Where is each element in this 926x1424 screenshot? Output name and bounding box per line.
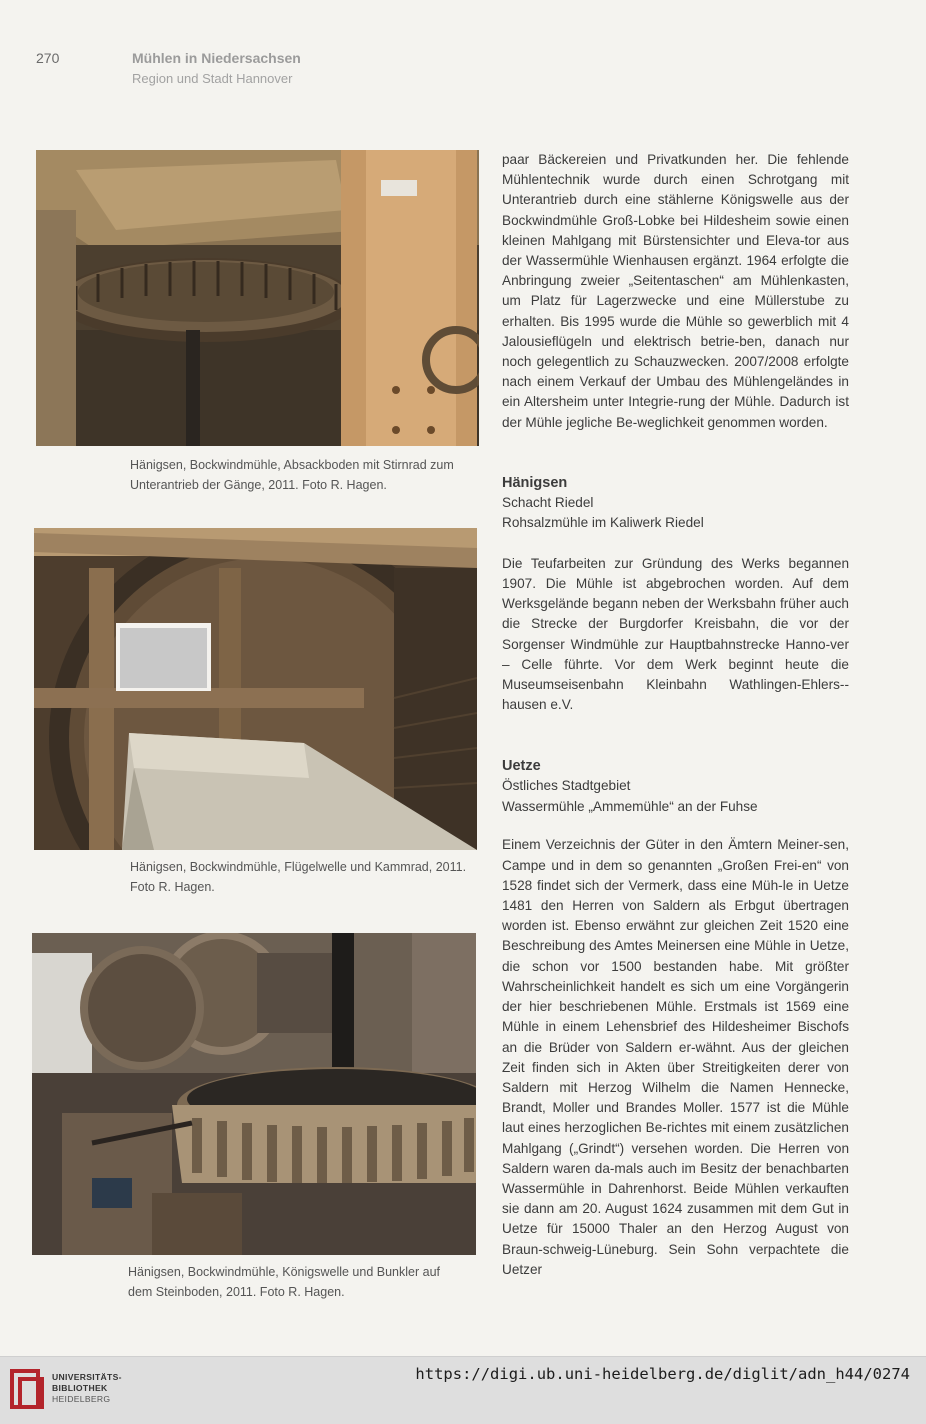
photo-stirnrad xyxy=(36,150,479,446)
photo-koenigswelle xyxy=(32,933,476,1255)
caption-figure-2: Hänigsen, Bockwindmühle, Flügelwelle und Kammrad, 2011. Foto R. Hagen. xyxy=(130,860,467,894)
section-heading-uetze: Uetze xyxy=(502,758,541,775)
viewer-footer xyxy=(0,1356,926,1424)
intro-paragraph: paar Bäckereien und Privatkunden her. Die fehlende Mühlentechnik wurde durch einen Schrotgang mit Unterantrieb durch eine stählerne Königswelle aus der Bockwindmühle Groß-Lobke bei Hildesheim sowie einen kleinen Mahlgang mit Bürstensichter und Eleva-tor aus der Wassermühle Wienhausen ergänzt. 1964 erfolgte die Anbringung zweier „Seitentaschen“ am Mühlenkasten, um Platz für Lagerzwecke und eine Müllerstube zu erhalten. Bis 1995 wurde die Mühle so gewerblich mit 4 Jalousieflügeln und elektrisch betrie-ben, danach nur noch gelegentlich zu Schauzwecken. 2007/2008 erfolgte nach einem Verkauf der Umbau des Mühlengeländes in ein Altersheim unter Integrie-rung der Mühle. Dadurch ist der Mühle jegliche Be-weglichkeit genommen worden. xyxy=(502,152,849,430)
section-mill-uetze: Wassermühle „Ammemühle“ an der Fuhse xyxy=(502,798,758,814)
section-text-haenigsen: Die Teufarbeiten zur Gründung des Werks begannen 1907. Die Mühle ist abgebrochen worden. Auf dem Werksgelände begann neben der Werksbahn früher auch die Strecke der Burgdorfer Kreisbahn, die vor der Sorgenser Windmühle zur Hauptbahnstrecke Hanno-ver – Celle führte. Vor dem Werk beginnt heute die Museumseisenbahn Kleinbahn Wathlingen-Ehlers-hausen e.V. xyxy=(502,555,849,713)
text-column xyxy=(502,150,849,1280)
section-text-uetze: Einem Verzeichnis der Güter in den Ämtern Meiner-sen, Campe und in dem so genannten „Großen Frei-en“ von 1528 findet sich der Vermerk, dass eine Müh-le in Uetze 1481 den Herren von Saldern als Erbgut übertragen worden ist. Ebenso erwähnt zur gleichen Zeit 1520 eine Beschreibung des Amtes Meinersen eine Mühle in Uetze, die schon vor 1500 bestanden habe. Mit größter Wahrscheinlichkeit handelt es sich um eine Vorgängerin der hier beschriebenen Mühle. Erstmals ist 1569 eine Mühle in einem Lehensbrief des Hildesheimer Bischofs an die Brüder von Saldern er-wähnt. Aus der gleichen Zeit finden sich in Akten über Streitigkeiten derer von Saldern mit Herzog Wilhelm die Namen Hennecke, Brandt, Moller und Brandes Moller. 1577 ist die Mühle laut eines herzoglichen Be-richtes mit einem zusätzlichen Mahlgang („Grindt“) versehen worden. Die Herren von Saldern waren da-mals auch im Besitz der benachbarten Wassermühle in Dahrenhorst. Beide Mühlen verkauften sie dann am 20. August 1624 zusammen mit dem Gut in Uetze für 15000 Thaler an den Herzog August von Braun-schweig-Lüneburg. Sein Sohn verpachtete die Uetzer xyxy=(502,837,849,1277)
section-location-haenigsen: Schacht Riedel xyxy=(502,494,594,510)
running-title: Mühlen in Niedersachsen xyxy=(132,50,301,66)
permalink-url[interactable]: https://digi.ub.uni-heidelberg.de/diglit/adn_h44/0274 xyxy=(415,1365,910,1383)
caption-figure-1: Hänigsen, Bockwindmühle, Absackboden mit Stirnrad zum Unterantrieb der Gänge, 2011. Foto R. Hagen. xyxy=(130,458,454,492)
library-logo-icon xyxy=(10,1367,46,1411)
section-heading-haenigsen: Hänigsen xyxy=(502,474,568,491)
caption-figure-3: Hänigsen, Bockwindmühle, Königswelle und Bunkler auf dem Steinboden, 2011. Foto R. Hagen. xyxy=(128,1265,440,1299)
photo-fluegelwelle xyxy=(34,528,477,850)
section-mill-haenigsen: Rohsalzmühle im Kaliwerk Riedel xyxy=(502,515,704,531)
section-location-uetze: Östliches Stadtgebiet xyxy=(502,778,631,794)
running-subtitle: Region und Stadt Hannover xyxy=(132,71,293,86)
page-number: 270 xyxy=(36,50,60,66)
library-name: UNIVERSITÄTS- BIBLIOTHEK HEIDELBERG xyxy=(52,1372,122,1404)
